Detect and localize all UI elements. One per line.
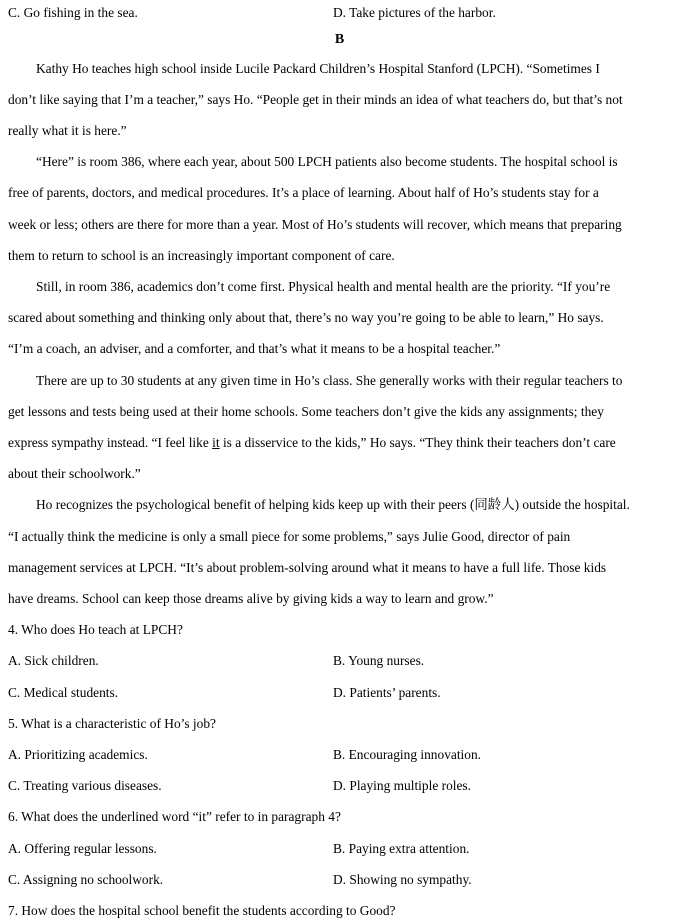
option-d: D. Patients’ parents. (333, 685, 441, 700)
passage-line: Ho recognizes the psychological benefit of helping kids keep up with their peers (同龄人) outside the hospital. (36, 497, 630, 512)
question-stem: 6. What does the underlined word “it” refer to in paragraph 4? (8, 809, 341, 824)
option-c: C. Treating various diseases. (8, 778, 162, 793)
question-stem: 5. What is a characteristic of Ho’s job? (8, 716, 216, 731)
passage-line: don’t like saying that I’m a teacher,” says Ho. “People get in their minds an idea of what teachers do, but that’s not (8, 92, 623, 107)
option-b: B. Paying extra attention. (333, 841, 470, 856)
option-c: C. Assigning no schoolwork. (8, 872, 164, 887)
passage-line: scared about something and thinking only about that, there’s no way you’re going to be able to learn,” Ho says. (8, 310, 604, 325)
option-d: D. Showing no sympathy. (333, 872, 472, 887)
question-stem: 4. Who does Ho teach at LPCH? (8, 622, 183, 637)
option-a: A. Prioritizing academics. (8, 747, 148, 762)
passage-text: is a disservice to the kids,” Ho says. “They think their teachers don’t care (219, 435, 616, 450)
passage-line: Still, in room 386, academics don’t come first. Physical health and mental health are the priority. “If you’re (36, 279, 611, 294)
section-heading: B (334, 32, 345, 47)
passage-line (8, 435, 616, 451)
passage-line: free of parents, doctors, and medical procedures. It’s a place of learning. About half of Ho’s students stay for a (8, 185, 599, 200)
prev-option-d: D. Take pictures of the harbor. (333, 5, 496, 20)
passage-line: “Here” is room 386, where each year, about 500 LPCH patients also become students. The hospital school is (36, 154, 618, 169)
question-stem: 7. How does the hospital school benefit the students according to Good? (8, 903, 396, 918)
option-c: C. Medical students. (8, 685, 119, 700)
option-a: A. Sick children. (8, 653, 99, 668)
passage-line: really what it is here.” (8, 123, 127, 138)
underlined-word-it: it (212, 435, 220, 450)
prev-option-c: C. Go fishing in the sea. (8, 5, 138, 20)
passage-line: about their schoolwork.” (8, 466, 141, 481)
passage-line: There are up to 30 students at any given time in Ho’s class. She generally works with their regular teachers to (36, 373, 623, 388)
passage-line: them to return to school is an increasingly important component of care. (8, 248, 395, 263)
option-b: B. Encouraging innovation. (333, 747, 482, 762)
option-d: D. Playing multiple roles. (333, 778, 471, 793)
option-a: A. Offering regular lessons. (8, 841, 157, 856)
passage-text: express sympathy instead. “I feel like (8, 435, 213, 450)
passage-line: management services at LPCH. “It’s about problem-solving around what it means to have a full life. Those kids (8, 560, 607, 575)
passage-line: Kathy Ho teaches high school inside Lucile Packard Children’s Hospital Stanford (LPCH). “Sometimes I (36, 61, 600, 76)
passage-line: get lessons and tests being used at their home schools. Some teachers don’t give the kids any assignments; they (8, 404, 604, 419)
option-b: B. Young nurses. (333, 653, 425, 668)
passage-line: “I’m a coach, an adviser, and a comforter, and that’s what it means to be a hospital teacher.” (8, 341, 501, 356)
passage-line: week or less; others are there for more than a year. Most of Ho’s students will recover, which means that preparing (8, 217, 622, 232)
passage-line: “I actually think the medicine is only a small piece for some problems,” says Julie Good, director of pain (8, 529, 571, 544)
passage-line: have dreams. School can keep those dreams alive by giving kids a way to learn and grow.” (8, 591, 494, 606)
